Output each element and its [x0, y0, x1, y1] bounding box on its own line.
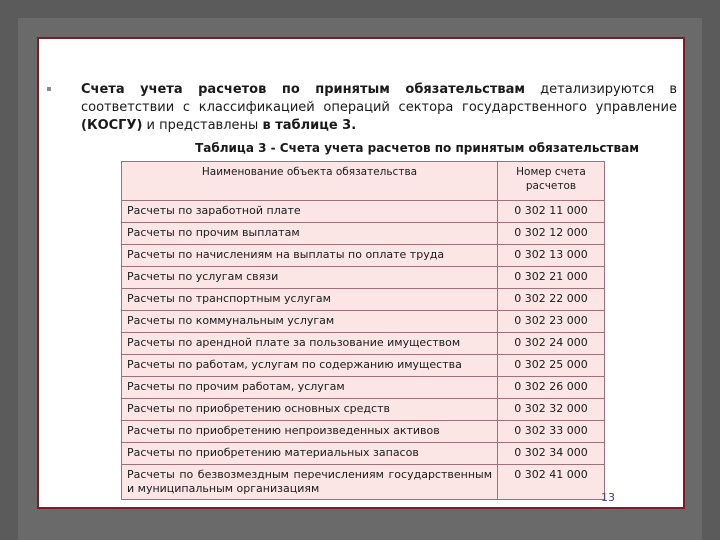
table-row	[122, 289, 605, 311]
row-account: 0 302 41 000	[498, 465, 605, 500]
table-row	[122, 311, 605, 333]
row-account: 0 302 26 000	[498, 377, 605, 399]
row-name: Расчеты по безвозмездным перечислениям государственным и муниципальным организациям	[122, 465, 498, 500]
row-name: Расчеты по начислениям на выплаты по оплате труда	[122, 245, 498, 267]
header-object-name: Наименование объекта обязательства	[122, 162, 498, 201]
intro-text-2: детализируются в соответствии с классификацией операций сектора государственного управление	[81, 82, 678, 115]
row-account: 0 302 11 000	[498, 201, 605, 223]
page-number: 13	[601, 491, 615, 504]
row-name: Расчеты по приобретению основных средств	[122, 399, 498, 421]
row-name: Расчеты по услугам связи	[122, 267, 498, 289]
table-caption: Таблица 3 - Счета учета расчетов по принятым обязательствам	[195, 141, 639, 155]
intro-bold-3: (КОСГУ)	[81, 118, 143, 133]
row-name: Расчеты по прочим работам, услугам	[122, 377, 498, 399]
row-account: 0 302 24 000	[498, 333, 605, 355]
row-account: 0 302 21 000	[498, 267, 605, 289]
row-account: 0 302 12 000	[498, 223, 605, 245]
row-name: Расчеты по работам, услугам по содержанию имущества	[122, 355, 498, 377]
row-account: 0 302 32 000	[498, 399, 605, 421]
table-row	[122, 399, 605, 421]
slide	[37, 37, 685, 509]
intro-bold-1: Счета учета расчетов по принятым обязательствам	[81, 82, 526, 97]
row-account: 0 302 23 000	[498, 311, 605, 333]
row-account: 0 302 13 000	[498, 245, 605, 267]
row-name: Расчеты по арендной плате за пользование имуществом	[122, 333, 498, 355]
row-name: Расчеты по заработной плате	[122, 201, 498, 223]
intro-bold-5: в таблице 3.	[262, 118, 357, 133]
intro-text-4: и представлены	[142, 118, 263, 133]
row-name: Расчеты по приобретению материальных запасов	[122, 443, 498, 465]
table-row	[122, 443, 605, 465]
row-account: 0 302 22 000	[498, 289, 605, 311]
table-row	[122, 245, 605, 267]
table-row	[122, 201, 605, 223]
table-row	[122, 465, 605, 500]
table-row	[122, 223, 605, 245]
bullet-marker	[47, 87, 51, 91]
table-row	[122, 377, 605, 399]
table-row	[122, 355, 605, 377]
header-account-number: Номер счета расчетов	[498, 162, 605, 201]
row-name: Расчеты по коммунальным услугам	[122, 311, 498, 333]
row-account: 0 302 34 000	[498, 443, 605, 465]
row-name: Расчеты по приобретению непроизведенных активов	[122, 421, 498, 443]
row-account: 0 302 25 000	[498, 355, 605, 377]
row-name: Расчеты по транспортным услугам	[122, 289, 498, 311]
row-name: Расчеты по прочим выплатам	[122, 223, 498, 245]
table-row	[122, 333, 605, 355]
table-header-row	[122, 162, 605, 201]
table-row	[122, 421, 605, 443]
intro-paragraph	[81, 81, 677, 135]
row-account: 0 302 33 000	[498, 421, 605, 443]
table-row	[122, 267, 605, 289]
accounts-table	[121, 161, 605, 500]
